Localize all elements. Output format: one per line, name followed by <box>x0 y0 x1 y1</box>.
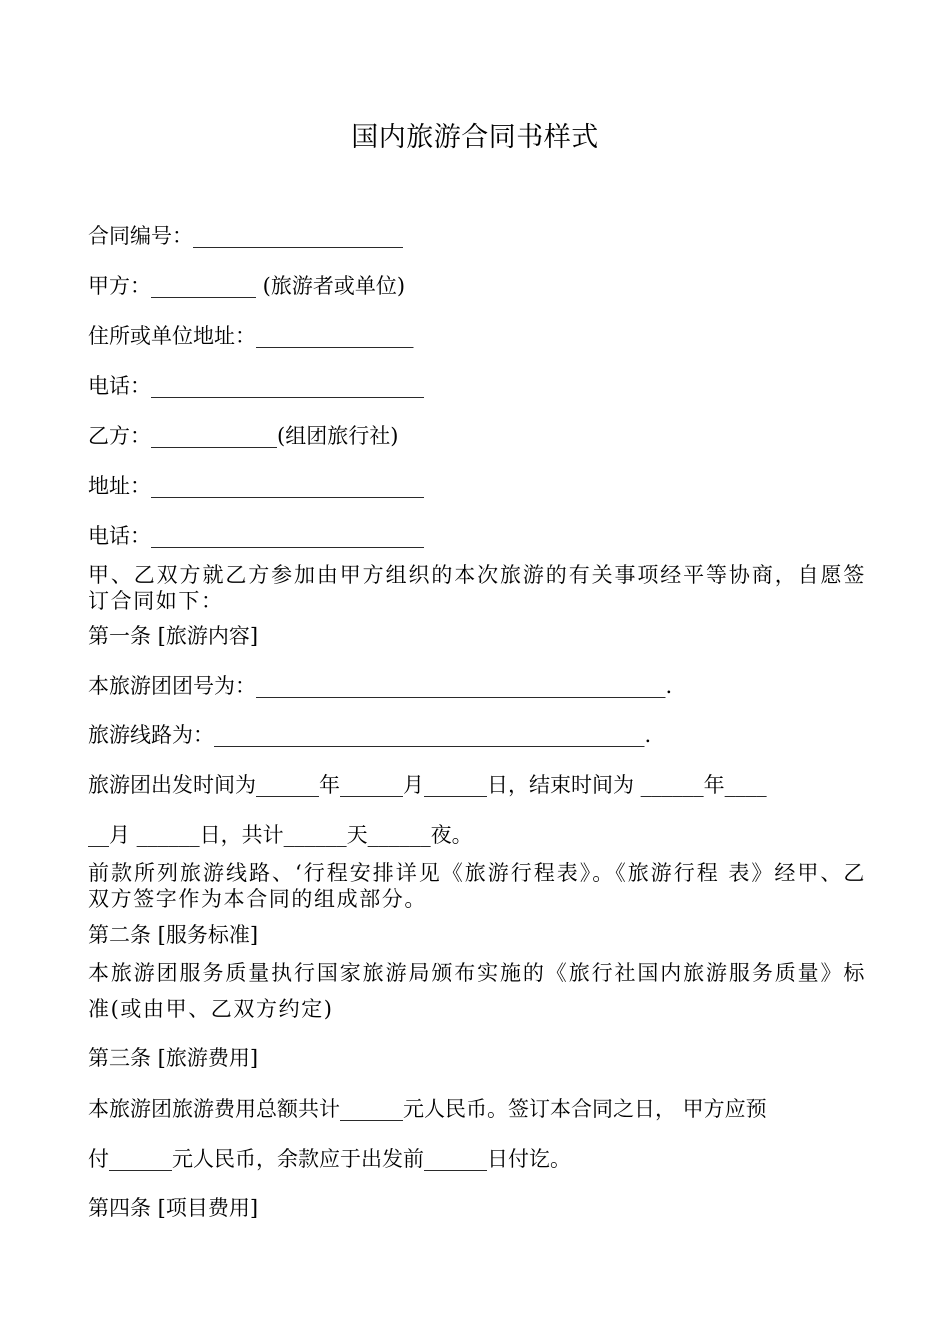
party-a-phone-line: 电话：__________________________ <box>88 374 424 398</box>
document-title: 国内旅游合同书样式 <box>351 122 599 153</box>
party-b-address-line: 地址：__________________________ <box>88 474 424 498</box>
group-number-line: 本旅游团团号为：_______________________________________. <box>88 674 673 698</box>
preamble-paragraph: 甲、乙双方就乙方参加由甲方组织的本次旅游的有关事项经平等协商，自愿签订合同如下： <box>88 563 866 613</box>
article-3-heading: 第三条 [旅游费用] <box>88 1046 259 1070</box>
schedule-line-2: __月 ______日，共计______天______夜。 <box>88 823 473 847</box>
route-line: 旅游线路为：_________________________________________. <box>88 723 652 747</box>
party-b-phone-line: 电话：__________________________ <box>88 524 424 548</box>
fee-line-1: 本旅游团旅游费用总额共计______元人民币。签订本合同之日， 甲方应预 <box>88 1097 767 1121</box>
party-a-line: 甲方：__________ (旅游者或单位) <box>88 274 406 298</box>
schedule-line-1: 旅游团出发时间为______年______月______日，结束时间为 ______年____ <box>88 773 767 797</box>
fee-line-2: 付______元人民币，余款应于出发前______日付讫。 <box>88 1147 571 1171</box>
article-4-heading: 第四条 [项目费用] <box>88 1196 259 1220</box>
article-1-heading: 第一条 [旅游内容] <box>88 624 259 648</box>
contract-number-line: 合同编号：____________________ <box>88 224 403 248</box>
party-b-line: 乙方：____________(组团旅行社) <box>88 424 399 448</box>
itinerary-note-paragraph: 前款所列旅游线路、‘行程安排详见《旅游行程表》。《旅游行程 表》经甲、乙双方签字作为本合同的组成部分。 <box>88 861 866 911</box>
service-standard-paragraph: 本旅游团服务质量执行国家旅游局颁布实施的《旅行社国内旅游服务质量》标准(或由甲、乙双方约定) <box>88 961 866 1021</box>
party-a-address-line: 住所或单位地址：_______________ <box>88 324 414 348</box>
article-2-heading: 第二条 [服务标准] <box>88 923 259 947</box>
